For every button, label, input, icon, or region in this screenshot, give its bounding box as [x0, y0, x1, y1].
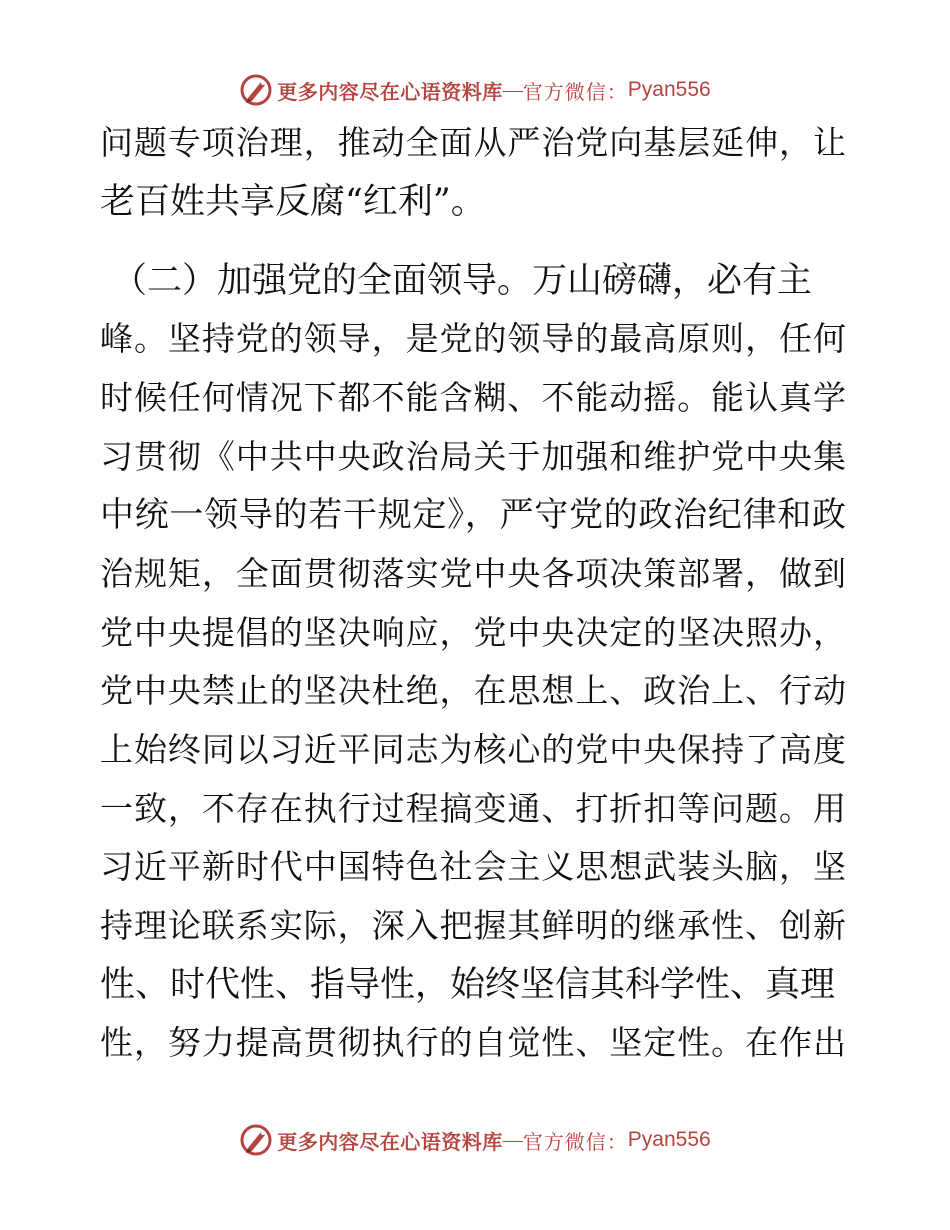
logo-pen-icon [239, 1123, 273, 1157]
header-wechat-label: 官方微信： [522, 79, 628, 104]
body-line: 问题专项治理，推动全面从严治党向基层延伸，让 [100, 123, 846, 162]
body-line: 习近平新时代中国特色社会主义思想武装头脑，坚 [100, 847, 846, 886]
body-line: 性，努力提高贯彻执行的自觉性、坚定性。在作出 [100, 1023, 846, 1062]
body-line: 持理论联系实际，深入把握其鲜明的继承性、创新 [100, 906, 846, 945]
body-line: 峰。坚持党的领导，是党的领导的最高原则，任何 [100, 319, 846, 358]
body-line: 习贯彻《中共中央政治局关于加强和维护党中央集 [100, 437, 846, 476]
body-line: 上始终同以习近平同志为核心的党中央保持了高度 [100, 730, 846, 769]
body-line: 性、时代性、指导性，始终坚信其科学性、真理 [100, 965, 836, 1005]
footer-banner[interactable] [0, 1120, 950, 1160]
body-line: 中统一领导的若干规定》，严守党的政治纪律和政 [100, 495, 846, 535]
section-heading-line: （二）加强党的全面领导。万山磅礴，必有主 [112, 261, 813, 301]
footer-banner-dash: — [502, 1128, 523, 1151]
body-line: 党中央提倡的坚决响应，党中央决定的坚决照办， [100, 613, 846, 652]
body-line: 时候任何情况下都不能含糊、不能动摇。能认真学 [100, 378, 846, 417]
body-line: 老百姓共享反腐“红利”。 [100, 182, 486, 222]
body-line: 治规矩，全面贯彻落实党中央各项决策部署，做到 [100, 554, 846, 593]
footer-wechat-label: 官方微信： [522, 1129, 628, 1154]
body-line: 党中央禁止的坚决杜绝，在思想上、政治上、行动 [100, 671, 846, 710]
header-banner-text: 更多内容尽在心语资料库 [277, 79, 503, 104]
body-line: 一致，不存在执行过程搞变通、打折扣等问题。用 [100, 789, 846, 828]
header-wechat-id: Pyan556 [627, 78, 711, 101]
footer-banner-text: 更多内容尽在心语资料库 [277, 1129, 503, 1154]
header-banner[interactable] [0, 70, 950, 110]
logo-pen-icon [239, 73, 273, 107]
header-banner-dash: — [502, 78, 523, 101]
footer-wechat-id: Pyan556 [627, 1128, 711, 1151]
